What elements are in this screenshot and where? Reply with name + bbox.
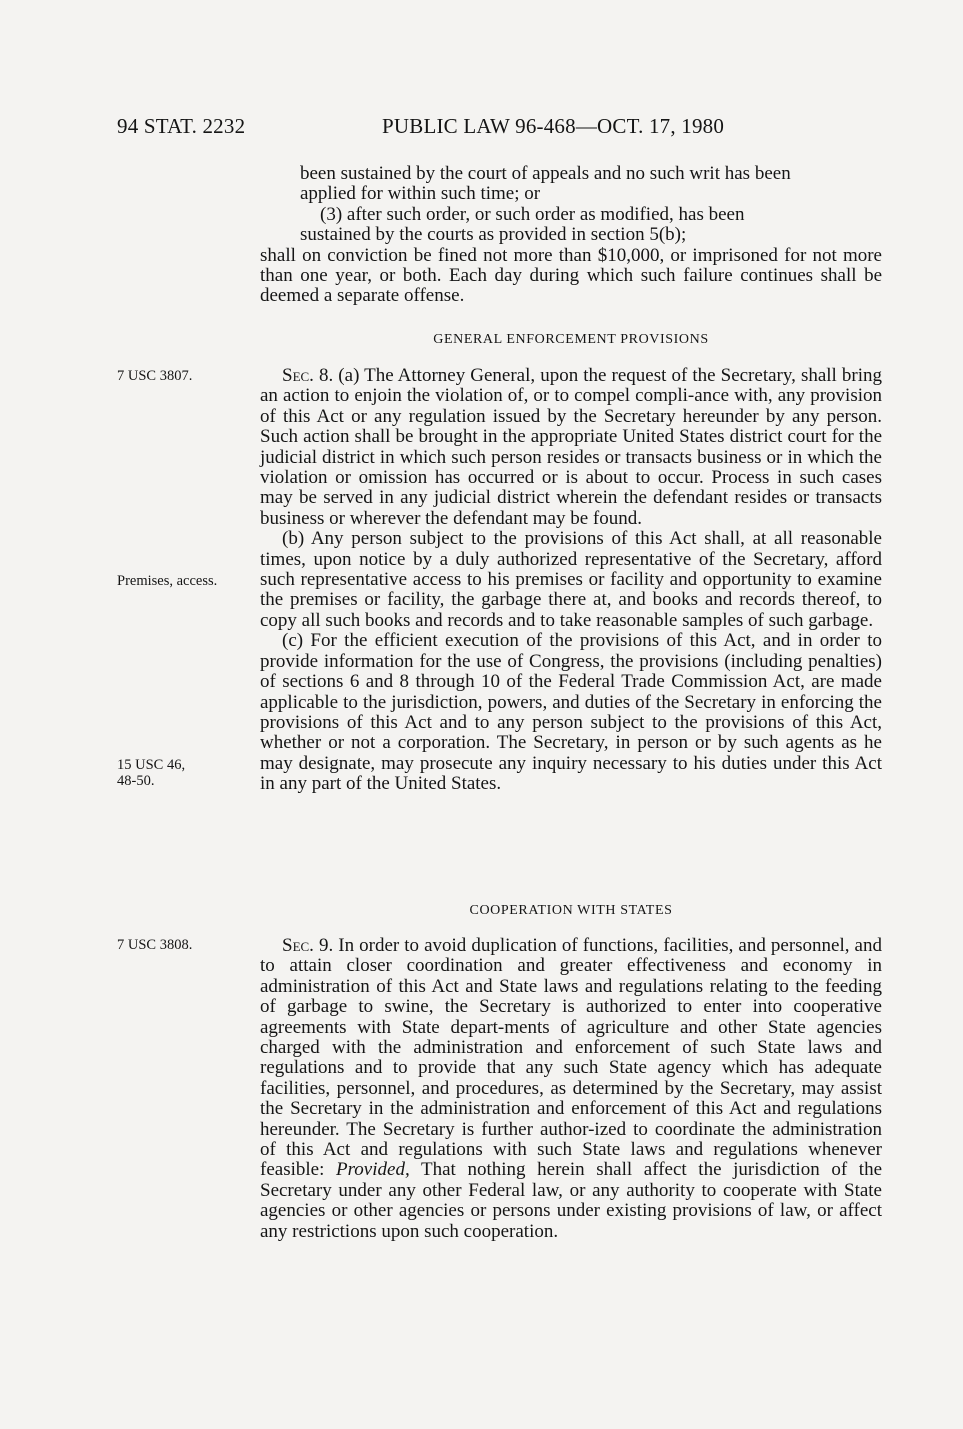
continuation-block <box>260 164 882 307</box>
section-9-tail: That nothing herein shall affect the jurisdiction of the Secretary under any other Federal law, or any authority to cooperate with State agencies or other agencies or persons under existing provisions of law, or affect any restrictions upon such cooperation. <box>260 1159 883 1242</box>
margin-note-premises-access: Premises, access. <box>117 573 218 589</box>
section-label: Sec. <box>282 935 314 956</box>
section-9-block <box>260 936 882 1242</box>
cont-line: applied for within such time; or <box>300 183 541 205</box>
section-9-text: 9. In order to avoid duplication of functions, facilities, and personnel, and to attain closer coordination and greater effectiveness and economy in administration of this Act and State laws and regulations relating to the feeding of garbage to swine, the Secretary is authorized to enter into cooperative agreements with State depart-ments of agriculture and other State agencies charged with the administration and enforcement of such State laws and regulations and to provide that any such State agency which has adequate facilities, personnel, and procedures, as determined by the Secretary, may assist the Secretary in the administration and enforcement of this Act and regulations hereunder. The Secretary is further author-ized to coordinate the administration of this Act and regulations with such State laws and regulations whenever feasible: <box>260 935 882 1181</box>
section-9-paragraph <box>260 936 882 1242</box>
cont-line: been sustained by the court of appeals and no such writ has been <box>300 163 791 184</box>
margin-note-7usc3808: 7 USC 3808. <box>117 937 193 953</box>
heading-cooperation-states: COOPERATION WITH STATES <box>469 903 673 918</box>
penalty-paragraph: shall on conviction be fined not more than $10,000, or imprisoned for not more than one year, or both. Each day during which such failure continues shall be deemed a separate offense. <box>260 244 882 307</box>
section-8b-paragraph: (b) Any person subject to the provisions of this Act shall, at all reasonable times, upon notice by a duly authorized representative of the Secretary, afford such representative access to his premises or facility and opportunity to examine the premises or facility, the garbage there at, and books and records thereof, to copy all such books and records and to take reasonable samples of such garbage. <box>260 528 882 631</box>
margin-note-line: 15 USC 46, <box>117 757 186 773</box>
margin-note-7usc3807: 7 USC 3807. <box>117 368 193 384</box>
margin-note-15usc46 <box>117 757 247 789</box>
heading-general-enforcement: GENERAL ENFORCEMENT PROVISIONS <box>433 332 709 347</box>
provided-italic: Provided, <box>336 1159 410 1181</box>
section-8a-text: 8. (a) The Attorney General, upon the request of the Secretary, shall bring an action to enjoin the violation of, or to compel compli-ance with, any provision of this Act or any regulation issued by the Secretary hereunder by any person. Such action shall be brought in the appropriate United States district court for the judicial district in which such person resides or transacts business or in which the violation or omission has occurred or is about to occur. Process in such cases may be served in any judicial district wherein the defendant resides or transacts business or wherever the defendant may be found. <box>260 365 882 529</box>
item-3-line: (3) after such order, or such order as modified, has been <box>320 203 745 225</box>
section-label: Sec. <box>282 365 314 386</box>
page-stat-number: 94 STAT. 2232 <box>117 114 246 138</box>
margin-note-line: 48-50. <box>117 773 155 789</box>
section-8a-paragraph <box>260 366 882 529</box>
page-running-title: PUBLIC LAW 96-468—OCT. 17, 1980 <box>382 114 725 138</box>
section-8c-paragraph: (c) For the efficient execution of the provisions of this Act, and in order to provide information for the use of Congress, the provisions (including penalties) of sections 6 and 8 through 10 of the Federal Trade Commission Act, are made applicable to the jurisdiction, powers, and duties of the Secretary in enforcing the provisions of this Act and to any person subject to the provisions of this Act, whether or not a corporation. The Secretary, in person or by such agents as he may designate, may prosecute any inquiry necessary to his duties under this Act in any part of the United States. <box>260 630 882 795</box>
section-8-block <box>260 366 882 795</box>
item-3-line: sustained by the courts as provided in section 5(b); <box>300 224 687 246</box>
